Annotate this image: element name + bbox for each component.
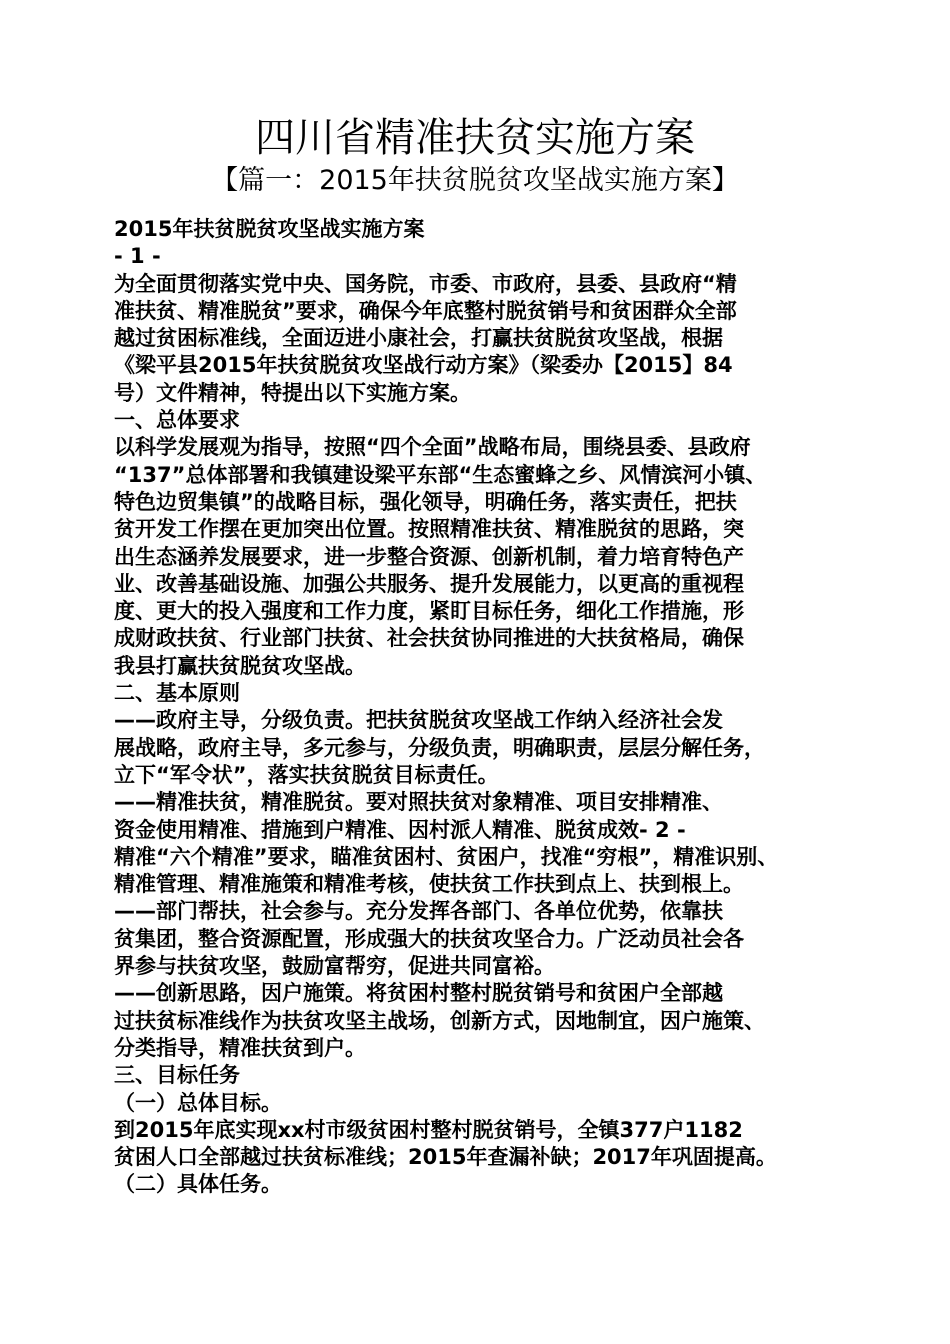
document-subtitle: 【篇一：2015年扶贫脱贫攻坚战实施方案】 [211,165,739,196]
body-line: 贫开发工作摆在更加突出位置。按照精准扶贫、精准脱贫的思路，突 [114,517,744,542]
body-line: 一、总体要求 [114,408,240,433]
body-line: 三、目标任务 [114,1063,240,1088]
body-line: 精准管理、精准施策和精准考核，使扶贫工作扶到点上、扶到根上。 [114,872,744,897]
body-line: 以科学发展观为指导，按照“四个全面”战略布局，围绕县委、县政府 [114,435,751,460]
body-line: 分类指导，精准扶贫到户。 [114,1035,366,1060]
body-line: （二）具体任务。 [114,1172,282,1197]
body-line: 精准“六个精准”要求，瞄准贫困村、贫困户，找准“穷根”，精准识别、 [114,844,779,869]
body-line: 到2015年底实现xx村市级贫困村整村脱贫销号，全镇377户1182 [114,1117,743,1142]
body-line: 过扶贫标准线作为扶贫攻坚主战场，创新方式，因地制宜，因户施策、 [114,1008,765,1033]
body-line: 特色边贸集镇”的战略目标，强化领导，明确任务，落实责任，把扶 [114,489,737,514]
body-line: 展战略，政府主导，多元参与，分级负责，明确职责，层层分解任务， [114,735,765,760]
body-line: 2015年扶贫脱贫攻坚战实施方案 [114,217,425,241]
body-line: 成财政扶贫、行业部门扶贫、社会扶贫协同推进的大扶贫格局，确保 [114,626,744,651]
body-line: 度、更大的投入强度和工作力度，紧盯目标任务，细化工作措施，形 [114,599,744,624]
body-line: 二、基本原则 [114,681,240,706]
body-line: 贫困人口全部越过扶贫标准线；2015年查漏补缺；2017年巩固提高。 [114,1145,777,1170]
body-line: 业、改善基础设施、加强公共服务、提升发展能力，以更高的重视程 [114,571,744,596]
body-line: ——创新思路，因户施策。将贫困村整村脱贫销号和贫困户全部越 [114,981,723,1006]
body-line: ——精准扶贫，精准脱贫。要对照扶贫对象精准、项目安排精准、 [114,790,723,815]
body-line: 越过贫困标准线，全面迈进小康社会，打赢扶贫脱贫攻坚战，根据 [114,326,723,351]
body-line: - 1 - [114,244,161,269]
body-line: ——政府主导，分级负责。把扶贫脱贫攻坚战工作纳入经济社会发 [114,708,723,733]
body-line: 界参与扶贫攻坚，鼓励富帮穷，促进共同富裕。 [114,954,555,979]
body-line: 为全面贯彻落实党中央、国务院，市委、市政府，县委、县政府“精 [114,271,737,296]
body-line: 《梁平县2015年扶贫脱贫攻坚战行动方案》（梁委办【2015】84 [114,353,733,378]
body-line: 我县打赢扶贫脱贫攻坚战。 [114,653,366,678]
body-line: 贫集团，整合资源配置，形成强大的扶贫攻坚合力。广泛动员社会各 [114,926,744,951]
body-line: 立下“军令状”，落实扶贫脱贫目标责任。 [114,762,499,787]
body-line: （一）总体目标。 [114,1090,282,1115]
body-line: 资金使用精准、措施到户精准、因村派人精准、脱贫成效- 2 - [114,817,686,842]
body-line: 出生态涵养发展要求，进一步整合资源、创新机制，着力培育特色产 [114,544,744,569]
body-line: 准扶贫、精准脱贫”要求，确保今年底整村脱贫销号和贫困群众全部 [114,298,737,323]
body-line: ——部门帮扶，社会参与。充分发挥各部门、各单位优势，依靠扶 [114,899,723,924]
document-body [114,216,844,1199]
document-title: 四川省精准扶贫实施方案 [255,115,695,161]
body-line: 号）文件精神，特提出以下实施方案。 [114,380,471,405]
body-line: “137”总体部署和我镇建设梁平东部“生态蜜蜂之乡、风情滨河小镇、 [114,462,767,487]
